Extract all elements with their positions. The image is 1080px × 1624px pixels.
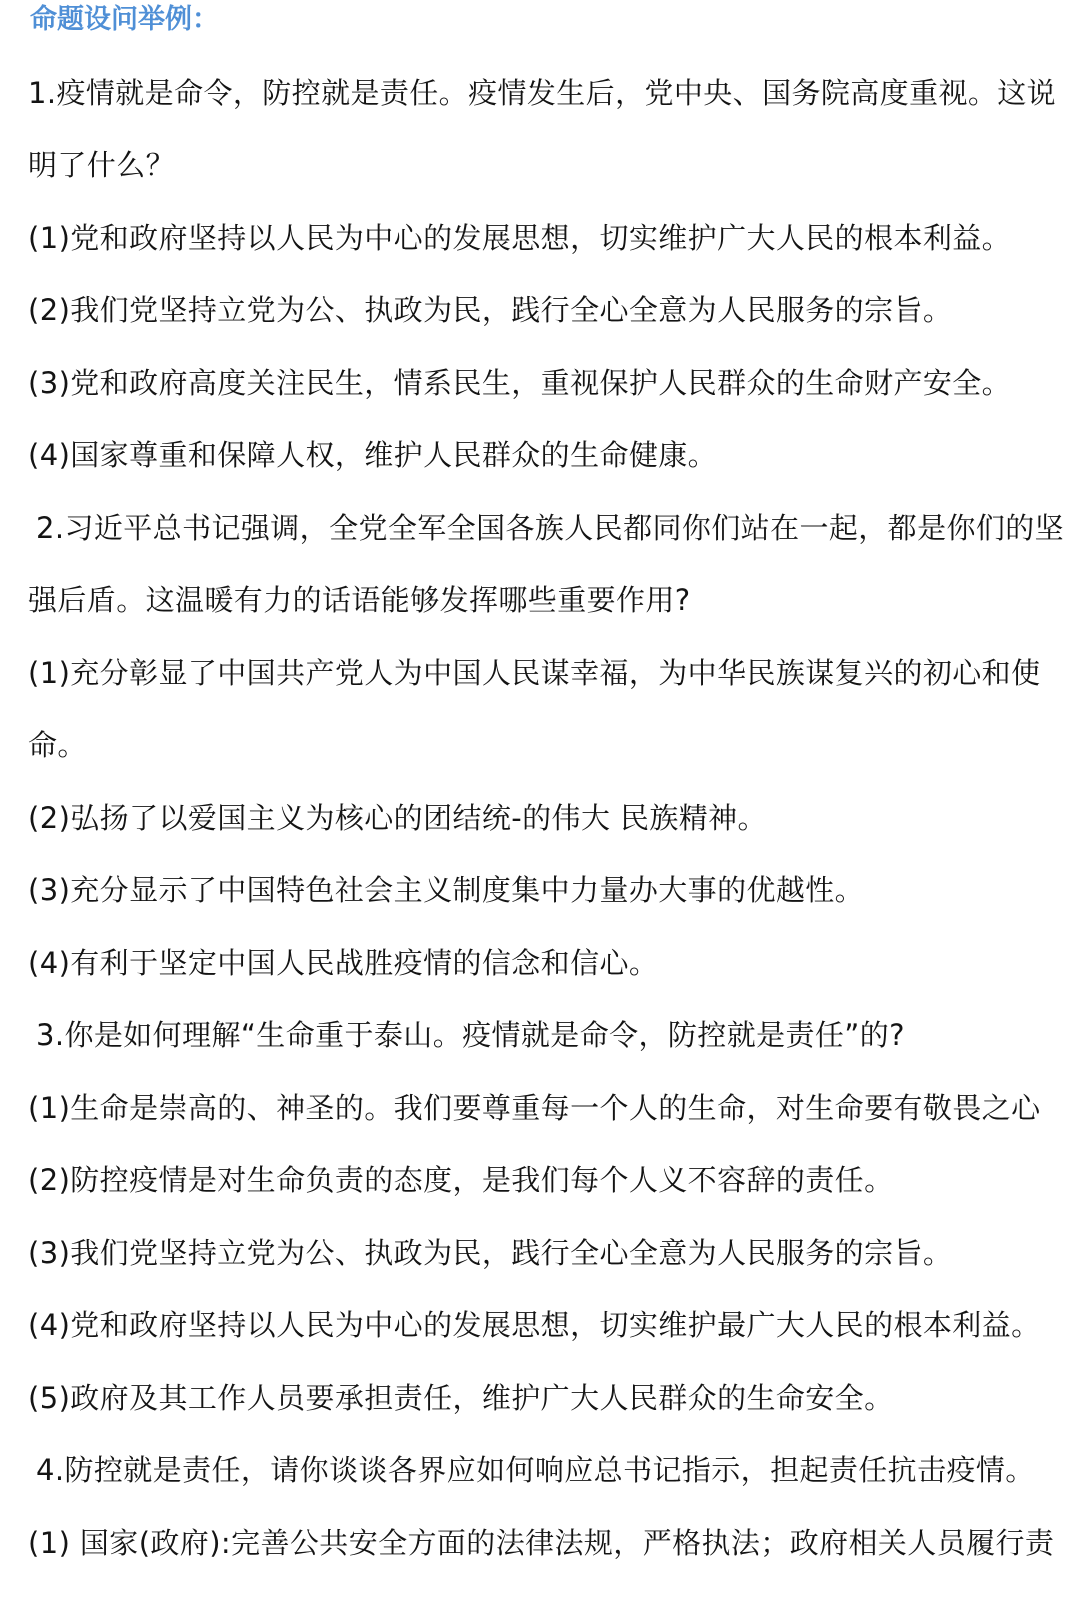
question-1-line-2: 明了什么？ [28, 148, 176, 182]
answer-1-4: (4)国家尊重和保障人权，维护人民群众的生命健康。 [28, 438, 718, 472]
question-3: 3.你是如何理解“生命重于泰山。疫情就是命令，防控就是责任”的? [36, 1018, 905, 1052]
answer-3-1: (1)生命是崇高的、神圣的。我们要尊重每一个人的生命，对生命要有敬畏之心 [28, 1091, 1041, 1125]
answer-2-2: (2)弘扬了以爱国主义为核心的团结统-的伟大 民族精神。 [28, 801, 767, 835]
answer-1-2: (2)我们党坚持立党为公、执政为民，践行全心全意为人民服务的宗旨。 [28, 293, 953, 327]
answer-1-1: (1)党和政府坚持以人民为中心的发展思想，切实维护广大人民的根本利益。 [28, 221, 1012, 255]
answer-3-2: (2)防控疫情是对生命负责的态度，是我们每个人义不容辞的责任。 [28, 1163, 894, 1197]
answer-3-3: (3)我们党坚持立党为公、执政为民，践行全心全意为人民服务的宗旨。 [28, 1236, 953, 1270]
answer-2-4: (4)有利于坚定中国人民战胜疫情的信念和信心。 [28, 946, 659, 980]
answer-2-1-line-1: (1)充分彰显了中国共产党人为中国人民谋幸福，为中华民族谋复兴的初心和使 [28, 656, 1041, 690]
answer-3-5: (5)政府及其工作人员要承担责任，维护广大人民群众的生命安全。 [28, 1381, 894, 1415]
section-heading: 命题设问举例： [30, 4, 219, 35]
answer-2-3: (3)充分显示了中国特色社会主义制度集中力量办大事的优越性。 [28, 873, 865, 907]
answer-2-1-line-2: 命。 [28, 728, 87, 762]
question-2-line-1: 2.习近平总书记强调，全党全军全国各族人民都同你们站在一起，都是你们的坚 [36, 511, 1065, 545]
question-2-line-2: 强后盾。这温暖有力的话语能够发挥哪些重要作用? [28, 583, 691, 617]
answer-4-1: (1) 国家(政府):完善公共安全方面的法律法规，严格执法；政府相关人员履行责 [28, 1526, 1055, 1560]
question-1-line-1: 1.疫情就是命令，防控就是责任。疫情发生后，党中央、国务院高度重视。这说 [28, 76, 1057, 110]
answer-3-4: (4)党和政府坚持以人民为中心的发展思想，切实维护最广大人民的根本利益。 [28, 1308, 1041, 1342]
answer-1-3: (3)党和政府高度关注民生，情系民生，重视保护人民群众的生命财产安全。 [28, 366, 1012, 400]
question-4: 4.防控就是责任，请你谈谈各界应如何响应总书记指示，担起责任抗击疫情。 [36, 1453, 1035, 1487]
